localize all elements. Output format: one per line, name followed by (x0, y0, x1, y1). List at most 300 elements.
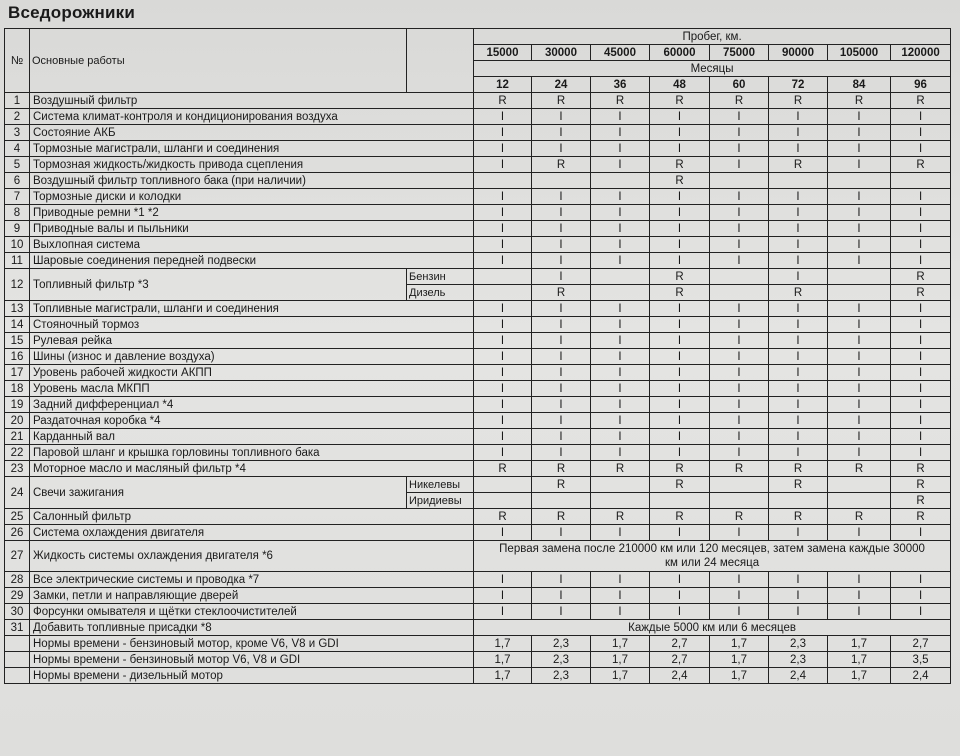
interval-cell: I (474, 317, 532, 333)
interval-cell: I (591, 604, 650, 620)
interval-cell: I (532, 189, 591, 205)
table-row (5, 205, 951, 221)
interval-cell: 2,3 (769, 652, 828, 668)
row-number: 24 (5, 477, 30, 509)
interval-cell: I (828, 205, 891, 221)
row-number: 17 (5, 365, 30, 381)
interval-cell: I (891, 349, 951, 365)
interval-cell: I (828, 525, 891, 541)
interval-cell: I (891, 189, 951, 205)
interval-cell: I (828, 349, 891, 365)
interval-cell: I (650, 301, 710, 317)
row-work-name: Салонный фильтр (30, 509, 474, 525)
interval-cell: R (891, 269, 951, 285)
interval-cell: I (532, 349, 591, 365)
interval-cell: I (532, 525, 591, 541)
row-number: 18 (5, 381, 30, 397)
interval-cell: I (650, 109, 710, 125)
row-variant: Иридиевы (407, 493, 474, 509)
interval-cell (710, 269, 769, 285)
row-number: 8 (5, 205, 30, 221)
interval-cell (828, 285, 891, 301)
interval-cell: I (474, 253, 532, 269)
row-work-name: Жидкость системы охлаждения двигателя *6 (30, 541, 474, 572)
interval-cell: I (532, 445, 591, 461)
interval-cell: I (532, 381, 591, 397)
interval-cell: R (769, 157, 828, 173)
interval-cell: I (769, 301, 828, 317)
interval-cell: I (532, 269, 591, 285)
interval-cell: I (591, 397, 650, 413)
table-row (5, 269, 951, 285)
interval-cell: 3,5 (891, 652, 951, 668)
interval-cell (769, 173, 828, 189)
interval-cell: I (891, 301, 951, 317)
interval-cell: R (532, 285, 591, 301)
mileage-cell: 105000 (828, 45, 891, 61)
interval-cell: 2,3 (532, 652, 591, 668)
interval-cell: I (891, 588, 951, 604)
interval-cell: 1,7 (474, 668, 532, 684)
table-row (5, 349, 951, 365)
interval-cell: I (591, 253, 650, 269)
interval-cell: I (710, 349, 769, 365)
interval-cell: I (650, 237, 710, 253)
interval-cell: I (769, 413, 828, 429)
interval-cell: R (474, 461, 532, 477)
interval-cell: I (710, 429, 769, 445)
interval-cell: I (828, 604, 891, 620)
interval-cell: I (650, 221, 710, 237)
interval-cell: I (710, 604, 769, 620)
interval-cell: I (474, 109, 532, 125)
table-row (5, 588, 951, 604)
interval-cell: I (769, 141, 828, 157)
table-row (5, 477, 951, 493)
interval-cell: I (532, 205, 591, 221)
interval-cell: I (769, 381, 828, 397)
interval-cell (828, 477, 891, 493)
row-work-name: Все электрические системы и проводка *7 (30, 572, 474, 588)
interval-cell: 2,3 (769, 636, 828, 652)
interval-cell: I (591, 381, 650, 397)
interval-cell: I (650, 205, 710, 221)
interval-cell (710, 477, 769, 493)
interval-cell: I (769, 572, 828, 588)
table-row (5, 93, 951, 109)
interval-cell: I (769, 445, 828, 461)
interval-cell: I (828, 429, 891, 445)
interval-cell: I (710, 125, 769, 141)
mileage-cell: 120000 (891, 45, 951, 61)
table-row (5, 221, 951, 237)
interval-cell: R (532, 477, 591, 493)
row-number: 19 (5, 397, 30, 413)
row-work-name: Свечи зажигания (30, 477, 407, 509)
interval-cell: I (591, 141, 650, 157)
interval-cell: I (650, 189, 710, 205)
interval-cell: 1,7 (828, 668, 891, 684)
row-work-name: Форсунки омывателя и щётки стеклоочистителей (30, 604, 474, 620)
interval-cell: I (474, 413, 532, 429)
row-number: 26 (5, 525, 30, 541)
interval-cell: I (710, 157, 769, 173)
interval-cell: I (474, 572, 532, 588)
interval-cell: R (891, 93, 951, 109)
interval-cell: I (532, 588, 591, 604)
interval-cell: R (650, 477, 710, 493)
interval-cell: I (532, 333, 591, 349)
interval-cell (769, 493, 828, 509)
interval-cell: I (828, 572, 891, 588)
row-work-name: Тормозные диски и колодки (30, 189, 474, 205)
interval-cell: R (474, 509, 532, 525)
row-work-name: Нормы времени - дизельный мотор (30, 668, 474, 684)
row-work-name: Выхлопная система (30, 237, 474, 253)
interval-cell: 1,7 (474, 652, 532, 668)
interval-cell: I (769, 397, 828, 413)
interval-cell: I (828, 365, 891, 381)
row-work-name: Состояние АКБ (30, 125, 474, 141)
interval-cell: I (474, 349, 532, 365)
interval-cell: I (532, 253, 591, 269)
interval-cell: I (650, 429, 710, 445)
interval-cell: I (650, 588, 710, 604)
mileage-cell: 15000 (474, 45, 532, 61)
interval-cell: I (710, 397, 769, 413)
interval-cell: I (710, 253, 769, 269)
table-row (5, 509, 951, 525)
interval-cell: I (769, 253, 828, 269)
mileage-cell: 45000 (591, 45, 650, 61)
interval-cell: I (591, 525, 650, 541)
interval-cell: I (891, 333, 951, 349)
interval-cell (532, 173, 591, 189)
row-number (5, 636, 30, 652)
table-row (5, 429, 951, 445)
table-row (5, 541, 951, 572)
interval-cell: I (591, 365, 650, 381)
interval-cell: R (532, 93, 591, 109)
interval-cell: I (650, 525, 710, 541)
interval-cell: I (769, 125, 828, 141)
mileage-cell: 30000 (532, 45, 591, 61)
row-number: 9 (5, 221, 30, 237)
table-row (5, 620, 951, 636)
interval-cell: I (891, 237, 951, 253)
table-row (5, 301, 951, 317)
interval-cell: I (474, 525, 532, 541)
interval-cell: I (474, 604, 532, 620)
row-work-name: Топливный фильтр *3 (30, 269, 407, 301)
interval-cell: I (769, 189, 828, 205)
interval-cell (828, 269, 891, 285)
interval-cell: R (591, 461, 650, 477)
interval-cell: R (769, 285, 828, 301)
interval-cell: R (828, 509, 891, 525)
header-works: Основные работы (30, 29, 407, 93)
row-variant: Никелевы (407, 477, 474, 493)
interval-cell: I (891, 125, 951, 141)
interval-cell: I (769, 525, 828, 541)
interval-cell: I (710, 365, 769, 381)
interval-cell: I (650, 445, 710, 461)
interval-cell: I (474, 189, 532, 205)
interval-cell: I (474, 365, 532, 381)
interval-cell: I (769, 205, 828, 221)
interval-cell: 2,3 (532, 636, 591, 652)
row-number: 14 (5, 317, 30, 333)
interval-cell: I (650, 365, 710, 381)
interval-cell (650, 493, 710, 509)
row-work-name: Система охлаждения двигателя (30, 525, 474, 541)
row-span-note (474, 541, 951, 572)
row-work-name: Воздушный фильтр (30, 93, 474, 109)
table-row (5, 125, 951, 141)
table-row (5, 604, 951, 620)
row-number: 11 (5, 253, 30, 269)
interval-cell: I (710, 333, 769, 349)
table-row (5, 317, 951, 333)
interval-cell: I (891, 381, 951, 397)
interval-cell: I (891, 221, 951, 237)
interval-cell: I (710, 237, 769, 253)
row-number: 6 (5, 173, 30, 189)
interval-cell (474, 173, 532, 189)
row-number: 1 (5, 93, 30, 109)
interval-cell: I (532, 141, 591, 157)
interval-cell: I (650, 381, 710, 397)
table-row (5, 237, 951, 253)
row-number: 21 (5, 429, 30, 445)
interval-cell: I (650, 253, 710, 269)
interval-cell: R (891, 493, 951, 509)
interval-cell: I (769, 317, 828, 333)
row-variant: Дизель (407, 285, 474, 301)
interval-cell (710, 173, 769, 189)
row-number: 2 (5, 109, 30, 125)
interval-cell: I (532, 572, 591, 588)
interval-cell: R (650, 285, 710, 301)
interval-cell: I (591, 205, 650, 221)
interval-cell: I (891, 109, 951, 125)
interval-cell: I (474, 237, 532, 253)
months-cell: 36 (591, 77, 650, 93)
interval-cell (828, 493, 891, 509)
months-cell: 96 (891, 77, 951, 93)
interval-cell: R (591, 93, 650, 109)
interval-cell: 1,7 (474, 636, 532, 652)
interval-cell (591, 493, 650, 509)
interval-cell: 2,4 (650, 668, 710, 684)
row-work-name: Воздушный фильтр топливного бака (при наличии) (30, 173, 474, 189)
interval-cell: 1,7 (828, 636, 891, 652)
row-number: 30 (5, 604, 30, 620)
interval-cell: R (769, 461, 828, 477)
interval-cell: I (891, 253, 951, 269)
interval-cell: I (769, 237, 828, 253)
interval-cell: I (828, 141, 891, 157)
interval-cell: I (891, 205, 951, 221)
table-row (5, 109, 951, 125)
row-number: 12 (5, 269, 30, 301)
interval-cell: I (591, 349, 650, 365)
months-cell: 72 (769, 77, 828, 93)
interval-cell: I (828, 588, 891, 604)
interval-cell: I (710, 141, 769, 157)
interval-cell (591, 173, 650, 189)
mileage-cell: 60000 (650, 45, 710, 61)
row-number: 5 (5, 157, 30, 173)
row-work-name: Тормозные магистрали, шланги и соединения (30, 141, 474, 157)
time-norm-row (5, 668, 951, 684)
row-work-name: Тормозная жидкость/жидкость привода сцепления (30, 157, 474, 173)
interval-cell: I (769, 109, 828, 125)
interval-cell: I (769, 221, 828, 237)
interval-cell: R (650, 93, 710, 109)
interval-cell: I (710, 189, 769, 205)
interval-cell: 2,4 (891, 668, 951, 684)
interval-cell: I (474, 141, 532, 157)
table-row (5, 253, 951, 269)
interval-cell: I (474, 221, 532, 237)
row-variant: Бензин (407, 269, 474, 285)
table-row (5, 572, 951, 588)
page-title: Вседорожники (8, 3, 136, 22)
interval-cell: I (532, 125, 591, 141)
interval-cell: I (591, 333, 650, 349)
interval-cell: I (891, 365, 951, 381)
interval-cell: I (474, 397, 532, 413)
interval-cell: I (650, 397, 710, 413)
interval-cell: I (532, 604, 591, 620)
interval-cell: 1,7 (591, 636, 650, 652)
interval-cell (591, 269, 650, 285)
interval-cell: I (532, 301, 591, 317)
interval-cell: I (532, 221, 591, 237)
interval-cell: I (650, 604, 710, 620)
row-number: 31 (5, 620, 30, 636)
interval-cell: 2,3 (532, 668, 591, 684)
table-row (5, 445, 951, 461)
interval-cell: I (710, 413, 769, 429)
row-work-name: Паровой шланг и крышка горловины топливного бака (30, 445, 474, 461)
interval-cell (828, 173, 891, 189)
interval-cell: I (828, 237, 891, 253)
interval-cell: I (828, 445, 891, 461)
row-work-name: Уровень масла МКПП (30, 381, 474, 397)
interval-cell: I (474, 333, 532, 349)
table-row (5, 461, 951, 477)
interval-cell: I (532, 317, 591, 333)
interval-cell: I (828, 189, 891, 205)
interval-cell: I (710, 205, 769, 221)
months-cell: 24 (532, 77, 591, 93)
interval-cell: I (828, 381, 891, 397)
interval-cell: I (891, 413, 951, 429)
row-number: 28 (5, 572, 30, 588)
row-work-name: Система климат-контроля и кондиционирования воздуха (30, 109, 474, 125)
interval-cell: I (591, 445, 650, 461)
table-row (5, 173, 951, 189)
interval-cell: I (891, 525, 951, 541)
row-number: 22 (5, 445, 30, 461)
interval-cell: I (474, 301, 532, 317)
interval-cell: I (891, 317, 951, 333)
interval-cell: I (769, 365, 828, 381)
interval-cell: I (891, 141, 951, 157)
interval-cell: R (891, 509, 951, 525)
interval-cell: I (769, 588, 828, 604)
interval-cell: I (591, 189, 650, 205)
row-work-name: Шины (износ и давление воздуха) (30, 349, 474, 365)
interval-cell: I (891, 397, 951, 413)
row-number: 15 (5, 333, 30, 349)
row-number: 20 (5, 413, 30, 429)
header-mileage: Пробег, км. (474, 29, 951, 45)
row-number: 4 (5, 141, 30, 157)
row-work-name: Нормы времени - бензиновый мотор V6, V8 и GDI (30, 652, 474, 668)
interval-cell: I (650, 572, 710, 588)
table-row (5, 141, 951, 157)
interval-cell: I (591, 588, 650, 604)
interval-cell: I (591, 317, 650, 333)
interval-cell: I (828, 413, 891, 429)
time-norm-row (5, 636, 951, 652)
interval-cell: I (710, 572, 769, 588)
interval-cell: R (891, 477, 951, 493)
interval-cell (710, 285, 769, 301)
row-number: 27 (5, 541, 30, 572)
interval-cell: I (591, 429, 650, 445)
row-number: 13 (5, 301, 30, 317)
table-row (5, 189, 951, 205)
table-row (5, 413, 951, 429)
row-number: 16 (5, 349, 30, 365)
header-no: № (5, 29, 30, 93)
interval-cell: I (591, 301, 650, 317)
interval-cell: I (828, 109, 891, 125)
table-row (5, 333, 951, 349)
interval-cell: R (532, 461, 591, 477)
interval-cell: 1,7 (591, 668, 650, 684)
row-number: 3 (5, 125, 30, 141)
interval-cell: I (474, 157, 532, 173)
interval-cell: R (828, 93, 891, 109)
interval-cell: 1,7 (710, 668, 769, 684)
interval-cell: R (769, 509, 828, 525)
interval-cell: I (474, 381, 532, 397)
interval-cell (474, 269, 532, 285)
interval-cell: I (769, 269, 828, 285)
interval-cell: I (828, 253, 891, 269)
interval-cell: R (650, 509, 710, 525)
interval-cell (474, 477, 532, 493)
maintenance-table (4, 28, 951, 684)
interval-cell: I (650, 333, 710, 349)
interval-cell: I (710, 221, 769, 237)
row-work-name: Моторное масло и масляный фильтр *4 (30, 461, 474, 477)
header-blank (407, 29, 474, 93)
interval-cell: I (891, 429, 951, 445)
span-note-line: Первая замена после 210000 км или 120 месяцев, затем замена каждые 30000 (499, 543, 925, 555)
interval-cell: I (532, 429, 591, 445)
row-number: 25 (5, 509, 30, 525)
row-work-name: Раздаточная коробка *4 (30, 413, 474, 429)
interval-cell: R (828, 461, 891, 477)
interval-cell: I (891, 572, 951, 588)
interval-cell: I (828, 157, 891, 173)
